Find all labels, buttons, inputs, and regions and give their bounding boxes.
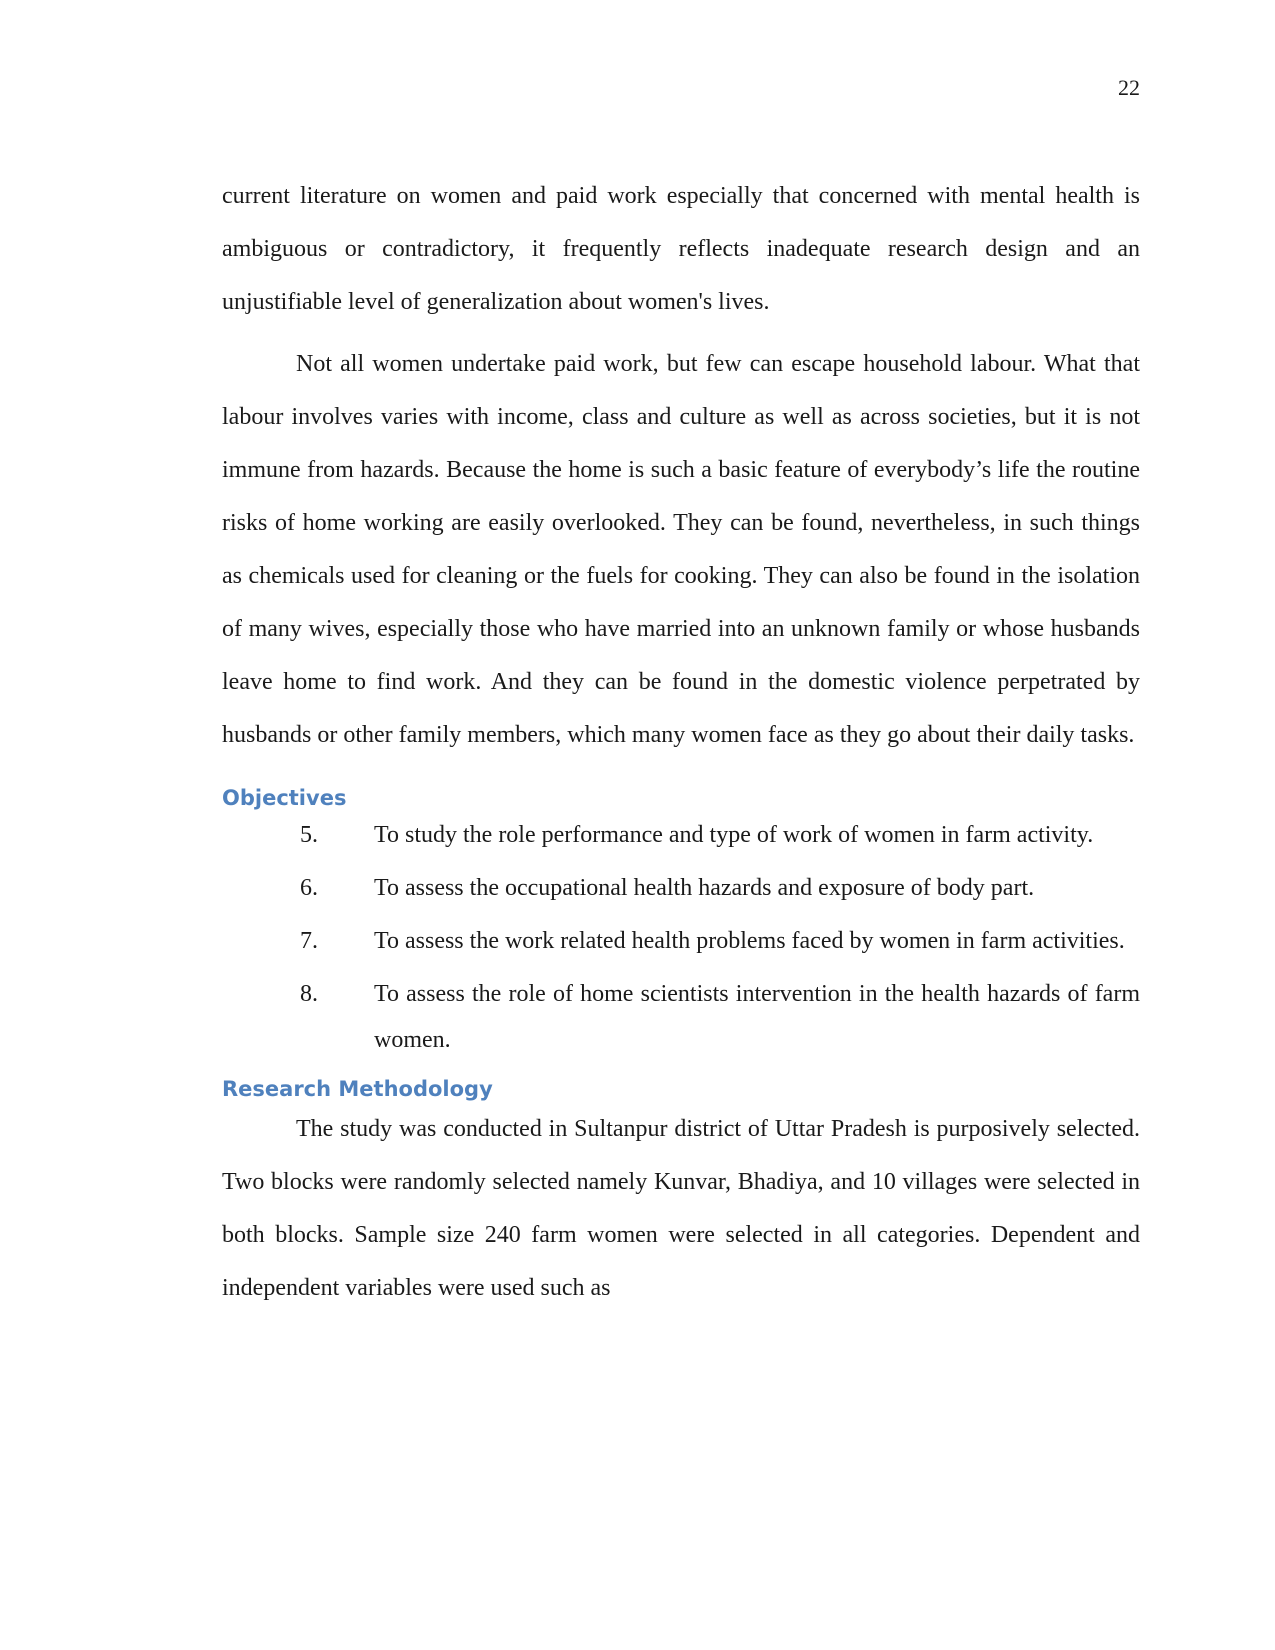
document-body [222, 170, 1140, 1315]
body-paragraph-1: current literature on women and paid work especially that concerned with mental health is ambiguous or contradictory, it frequently reflects inadequate research design and an unjustifiable level of generalization about women's lives. [222, 183, 1140, 315]
objective-item [222, 865, 1140, 911]
objective-number: 5. [300, 822, 318, 848]
objective-text: To assess the work related health problems faced by women in farm activities. [374, 928, 1125, 954]
objectives-list [222, 812, 1140, 1063]
objective-text: To assess the role of home scientists intervention in the health hazards of farm women. [374, 981, 1140, 1053]
objective-number: 6. [300, 875, 318, 901]
research-methodology-heading: Research Methodology [222, 1077, 493, 1101]
objective-number: 8. [300, 981, 318, 1007]
body-paragraph-2: Not all women undertake paid work, but few can escape household labour. What that labour involves varies with income, class and culture as well as across societies, but it is not immune from hazards. Because the home is such a basic feature of everybody’s life the routine risks of home working are easily overlooked. They can be found, nevertheless, in such things as chemicals used for cleaning or the fuels for cooking. They can also be found in the isolation of many wives, especially those who have married into an unknown family or whose husbands leave home to find work. And they can be found in the domestic violence perpetrated by husbands or other family members, which many women face as they go about their daily tasks. [222, 351, 1140, 748]
objective-item [222, 971, 1140, 1063]
methodology-paragraph: The study was conducted in Sultanpur district of Uttar Pradesh is purposively selected. Two blocks were randomly selected namely Kunvar, Bhadiya, and 10 villages were selected in both blocks. Sample size 240 farm women were selected in all categories. Dependent and independent variables were used such as [222, 1116, 1140, 1301]
objective-number: 7. [300, 928, 318, 954]
page-number: 22 [1118, 75, 1140, 100]
objective-item [222, 918, 1140, 964]
objective-text: To assess the occupational health hazards and exposure of body part. [374, 875, 1035, 901]
objective-text: To study the role performance and type of work of women in farm activity. [374, 822, 1094, 848]
objective-item [222, 812, 1140, 858]
objectives-heading: Objectives [222, 786, 347, 810]
